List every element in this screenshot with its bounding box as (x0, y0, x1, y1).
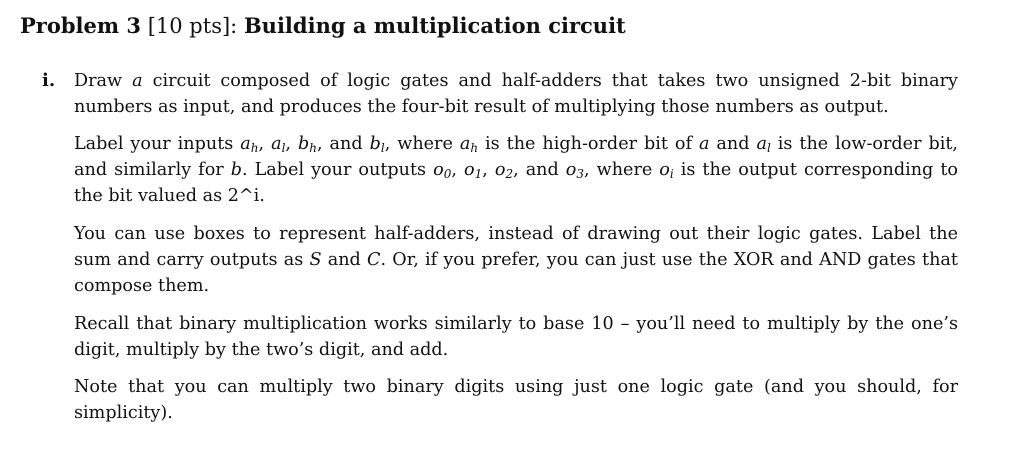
item-paragraph: Draw a circuit composed of logic gates and half-adders that takes two unsigned 2-bit binary numbers as input, and produces the four-bit result of multiplying those numbers as output. (74, 71, 958, 117)
item-paragraph: You can use boxes to represent half-adders, instead of drawing out their logic gates. Label the sum and carry outputs as S and C. Or, if you prefer, you can just use the XOR and AND gates that compose them. (74, 224, 958, 296)
problem-title: Building a multiplication circuit (243, 13, 626, 38)
problem-heading (20, 12, 626, 40)
item-paragraph: Label your inputs $a_h$, $a_l$, $b_h$, and $b_l$, where $a_h$ is the high-order bit of a and $a_l$ is the low-order bit, and similarly for b. Label your outputs $o_0$, $o_1$, $o_2$, and $o_3$, where $o_i$ is the output corresponding to the bit valued as 2^i. (74, 134, 959, 206)
problem-number: Problem 3 (20, 13, 142, 38)
item-paragraph: Note that you can multiply two binary digits using just one logic gate (and you should, for simplicity). (74, 377, 958, 423)
problem-points: [10 pts]: (147, 14, 238, 38)
item-paragraph: Recall that binary multiplication works similarly to base 10 – you’ll need to multiply by the one’s digit, multiply by the two’s digit, and add. (74, 314, 958, 360)
item-label: i. (42, 70, 56, 91)
